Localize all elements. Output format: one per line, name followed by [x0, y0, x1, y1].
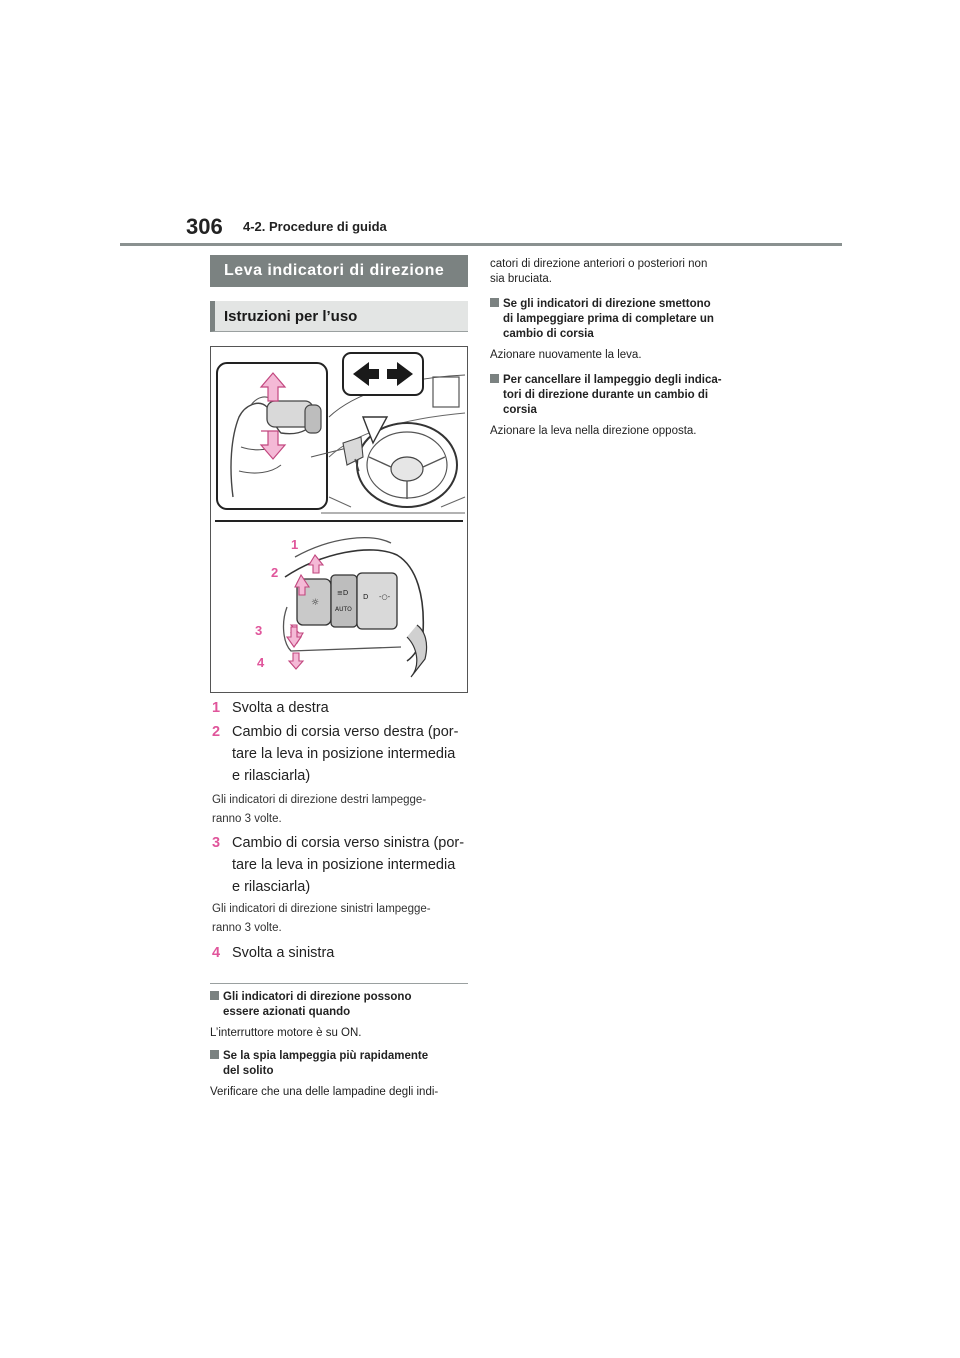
step-text: tare la leva in posizione intermedia: [232, 857, 456, 873]
callout-2: 2: [271, 565, 279, 580]
section-path: 4-2. Procedure di guida: [243, 219, 387, 234]
left-right-arrows-callout: [343, 353, 423, 443]
step-text: Svolta a destra: [232, 700, 329, 716]
step-number: 2: [212, 724, 221, 740]
info-cancel-flashing: [490, 373, 760, 439]
svg-text:≡D: ≡D: [337, 589, 349, 597]
hand-inset: [217, 363, 351, 509]
callout-3: 3: [255, 623, 263, 638]
step-text: tare la leva in posizione intermedia: [232, 746, 456, 762]
info-text: Azionare la leva nella direzione opposta.: [490, 425, 697, 437]
square-bullet-icon: [210, 1050, 219, 1059]
note-left-flash: Gli indicatori di direzione sinistri lampegge- ranno 3 volte.: [212, 903, 431, 934]
info-heading: Se la spia lampeggia più rapidamente del solito: [210, 1049, 472, 1079]
lever-illustration: [211, 347, 467, 692]
step-4: [212, 942, 472, 964]
step-number: 3: [212, 835, 221, 851]
step-text: e rilasciarla): [232, 768, 311, 784]
info-text: L’interruttore motore è su ON.: [210, 1027, 362, 1039]
header-divider: [120, 243, 842, 246]
info-heading: Per cancellare il lampeggio degli indica- tori di direzione durante un cambio di corsia: [490, 373, 760, 418]
square-bullet-icon: [210, 991, 219, 1000]
step-2: [212, 721, 472, 787]
info-flash-faster: [210, 1049, 472, 1100]
svg-text:☼: ☼: [311, 598, 320, 608]
svg-text:-○-: -○-: [379, 593, 391, 601]
turn-signal-lever-figure: [210, 346, 468, 693]
step-text: Cambio di corsia verso sinistra (por-: [232, 835, 465, 851]
info-operate-when: [210, 990, 472, 1041]
section-title: Leva indicatori di direzione: [210, 255, 468, 287]
info-stop-flashing: [490, 297, 760, 363]
note-right-flash: Gli indicatori di direzione destri lampegge- ranno 3 volte.: [212, 794, 427, 825]
info-flash-faster-continued: catori di direzione anteriori o posteriori non sia bruciata.: [490, 258, 708, 285]
step-1: [212, 697, 472, 719]
square-bullet-icon: [490, 298, 499, 307]
callout-4: 4: [257, 655, 265, 670]
info-text: Azionare nuovamente la leva.: [490, 349, 642, 361]
callout-1: 1: [291, 537, 299, 552]
info-heading: Gli indicatori di direzione possono essere azionati quando: [210, 990, 472, 1020]
step-number: 4: [212, 945, 221, 961]
subsection-title: Istruzioni per l’uso: [210, 301, 468, 332]
section-divider: [210, 983, 468, 984]
step-text: Svolta a sinistra: [232, 945, 335, 961]
svg-text:AUTO: AUTO: [335, 606, 352, 613]
info-text: Verificare che una delle lampadine degli indi-: [210, 1086, 439, 1098]
page-number: 306: [186, 214, 223, 239]
square-bullet-icon: [490, 374, 499, 383]
lever-detail: [255, 537, 427, 677]
step-text: Cambio di corsia verso destra (por-: [232, 724, 459, 740]
step-text: e rilasciarla): [232, 879, 311, 895]
svg-text:D: D: [363, 593, 369, 601]
info-heading: Se gli indicatori di direzione smettono di lampeggiare prima di completare un cambio di corsia: [490, 297, 760, 342]
step-3: [212, 832, 472, 898]
step-number: 1: [212, 700, 221, 716]
